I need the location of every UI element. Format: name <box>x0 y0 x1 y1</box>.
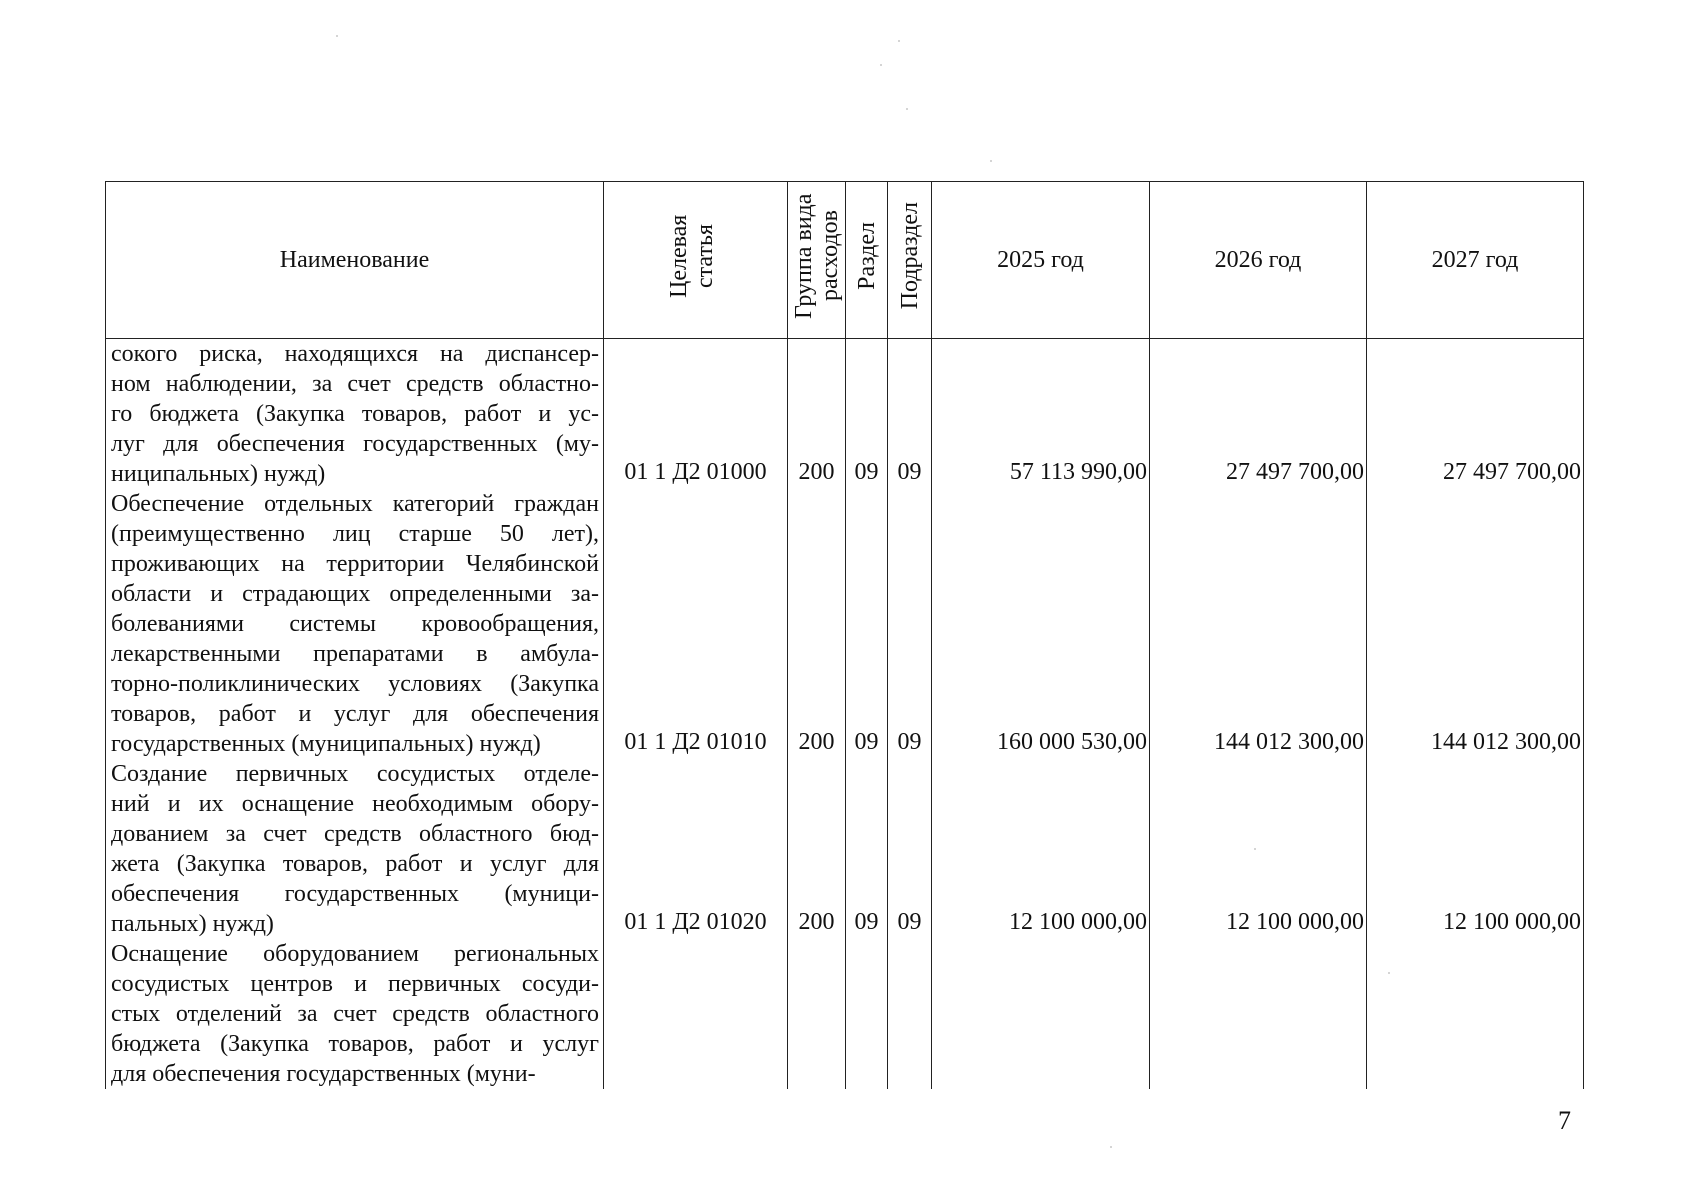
table-row <box>106 339 1584 490</box>
scan-speck <box>1110 1146 1112 1148</box>
row-subsection: 09 <box>888 759 932 939</box>
header-2027: 2027 год <box>1367 182 1584 339</box>
row-name-line: торно-поликлинических условиях (Закупка <box>111 671 599 697</box>
row-amount-2027: 12 100 000,00 <box>1367 759 1584 939</box>
scan-speck <box>990 160 992 162</box>
row-name-line: сокого риска, находящихся на диспансер- <box>111 341 599 367</box>
header-name: Наименование <box>106 182 604 339</box>
scan-speck <box>336 35 338 37</box>
row-name-line: ниципальных) нужд) <box>111 461 326 487</box>
row-amount-2027: 27 497 700,00 <box>1367 339 1584 490</box>
row-subsection: 09 <box>888 339 932 490</box>
row-amount-2025: 12 100 000,00 <box>932 759 1150 939</box>
row-amount-2026 <box>1150 939 1367 1089</box>
row-name-line: государственных (муниципальных) нужд) <box>111 731 541 757</box>
row-name-line: жета (Закупка товаров, работ и услуг для <box>111 851 599 877</box>
row-subsection <box>888 939 932 1089</box>
row-target-article: 01 1 Д2 01000 <box>604 339 788 490</box>
row-name-line: бюджета (Закупка товаров, работ и услуг <box>111 1031 599 1057</box>
row-subsection: 09 <box>888 489 932 759</box>
table-row <box>106 939 1584 1089</box>
row-section: 09 <box>846 759 888 939</box>
row-name-line: обеспечения государственных (муници- <box>111 881 599 907</box>
row-section: 09 <box>846 339 888 490</box>
row-amount-2026: 12 100 000,00 <box>1150 759 1367 939</box>
header-target-article: Целевая статья <box>604 182 788 339</box>
row-name-cell <box>106 339 604 490</box>
row-amount-2025 <box>932 939 1150 1089</box>
row-name-line: пальных) нужд) <box>111 911 274 937</box>
header-subsection: Подраздел <box>888 182 932 339</box>
header-expense-group: Группа вида расходов <box>788 182 846 339</box>
budget-table <box>105 181 1584 1089</box>
row-name-cell <box>106 939 604 1089</box>
row-expense-group: 200 <box>788 339 846 490</box>
row-name-line: Оснащение оборудованием региональных <box>111 941 599 967</box>
row-amount-2027: 144 012 300,00 <box>1367 489 1584 759</box>
row-expense-group: 200 <box>788 759 846 939</box>
row-name-line: Обеспечение отдельных категорий граждан <box>111 491 599 517</box>
row-name-line: (преимущественно лиц старше 50 лет), <box>111 521 599 547</box>
header-2025: 2025 год <box>932 182 1150 339</box>
scan-speck <box>906 108 908 110</box>
header-2026: 2026 год <box>1150 182 1367 339</box>
row-name-line: для обеспечения государственных (муни- <box>111 1061 536 1087</box>
row-name-line: проживающих на территории Челябинской <box>111 551 599 577</box>
row-amount-2025: 160 000 530,00 <box>932 489 1150 759</box>
row-name-cell <box>106 759 604 939</box>
row-name-line: ном наблюдении, за счет средств областно- <box>111 371 599 397</box>
row-section <box>846 939 888 1089</box>
row-name-line: болеваниями системы кровообращения, <box>111 611 599 637</box>
row-target-article: 01 1 Д2 01010 <box>604 489 788 759</box>
row-amount-2026: 144 012 300,00 <box>1150 489 1367 759</box>
row-target-article <box>604 939 788 1089</box>
row-name-line: луг для обеспечения государственных (му- <box>111 431 599 457</box>
scan-speck <box>1388 972 1390 974</box>
header-section: Раздел <box>846 182 888 339</box>
row-amount-2025: 57 113 990,00 <box>932 339 1150 490</box>
table-row <box>106 489 1584 759</box>
row-name-line: го бюджета (Закупка товаров, работ и ус- <box>111 401 599 427</box>
row-name-cell <box>106 489 604 759</box>
row-name-line: ний и их оснащение необходимым обору- <box>111 791 599 817</box>
row-name-line: Создание первичных сосудистых отделе- <box>111 761 599 787</box>
row-name-line: товаров, работ и услуг для обеспечения <box>111 701 599 727</box>
row-amount-2026: 27 497 700,00 <box>1150 339 1367 490</box>
row-amount-2027 <box>1367 939 1584 1089</box>
scan-speck <box>898 40 900 42</box>
row-name-line: лекарственными препаратами в амбула- <box>111 641 599 667</box>
row-name-line: дованием за счет средств областного бюд- <box>111 821 599 847</box>
row-target-article: 01 1 Д2 01020 <box>604 759 788 939</box>
row-name-line: области и страдающих определенными за- <box>111 581 599 607</box>
scan-speck <box>880 64 882 66</box>
scan-speck <box>1254 848 1256 850</box>
row-name-line: сосудистых центров и первичных сосуди- <box>111 971 599 997</box>
page-number: 7 <box>1558 1106 1571 1135</box>
table-row <box>106 759 1584 939</box>
row-expense-group <box>788 939 846 1089</box>
table-header-row <box>106 182 1584 339</box>
row-name-line: стых отделений за счет средств областного <box>111 1001 599 1027</box>
row-expense-group: 200 <box>788 489 846 759</box>
row-section: 09 <box>846 489 888 759</box>
